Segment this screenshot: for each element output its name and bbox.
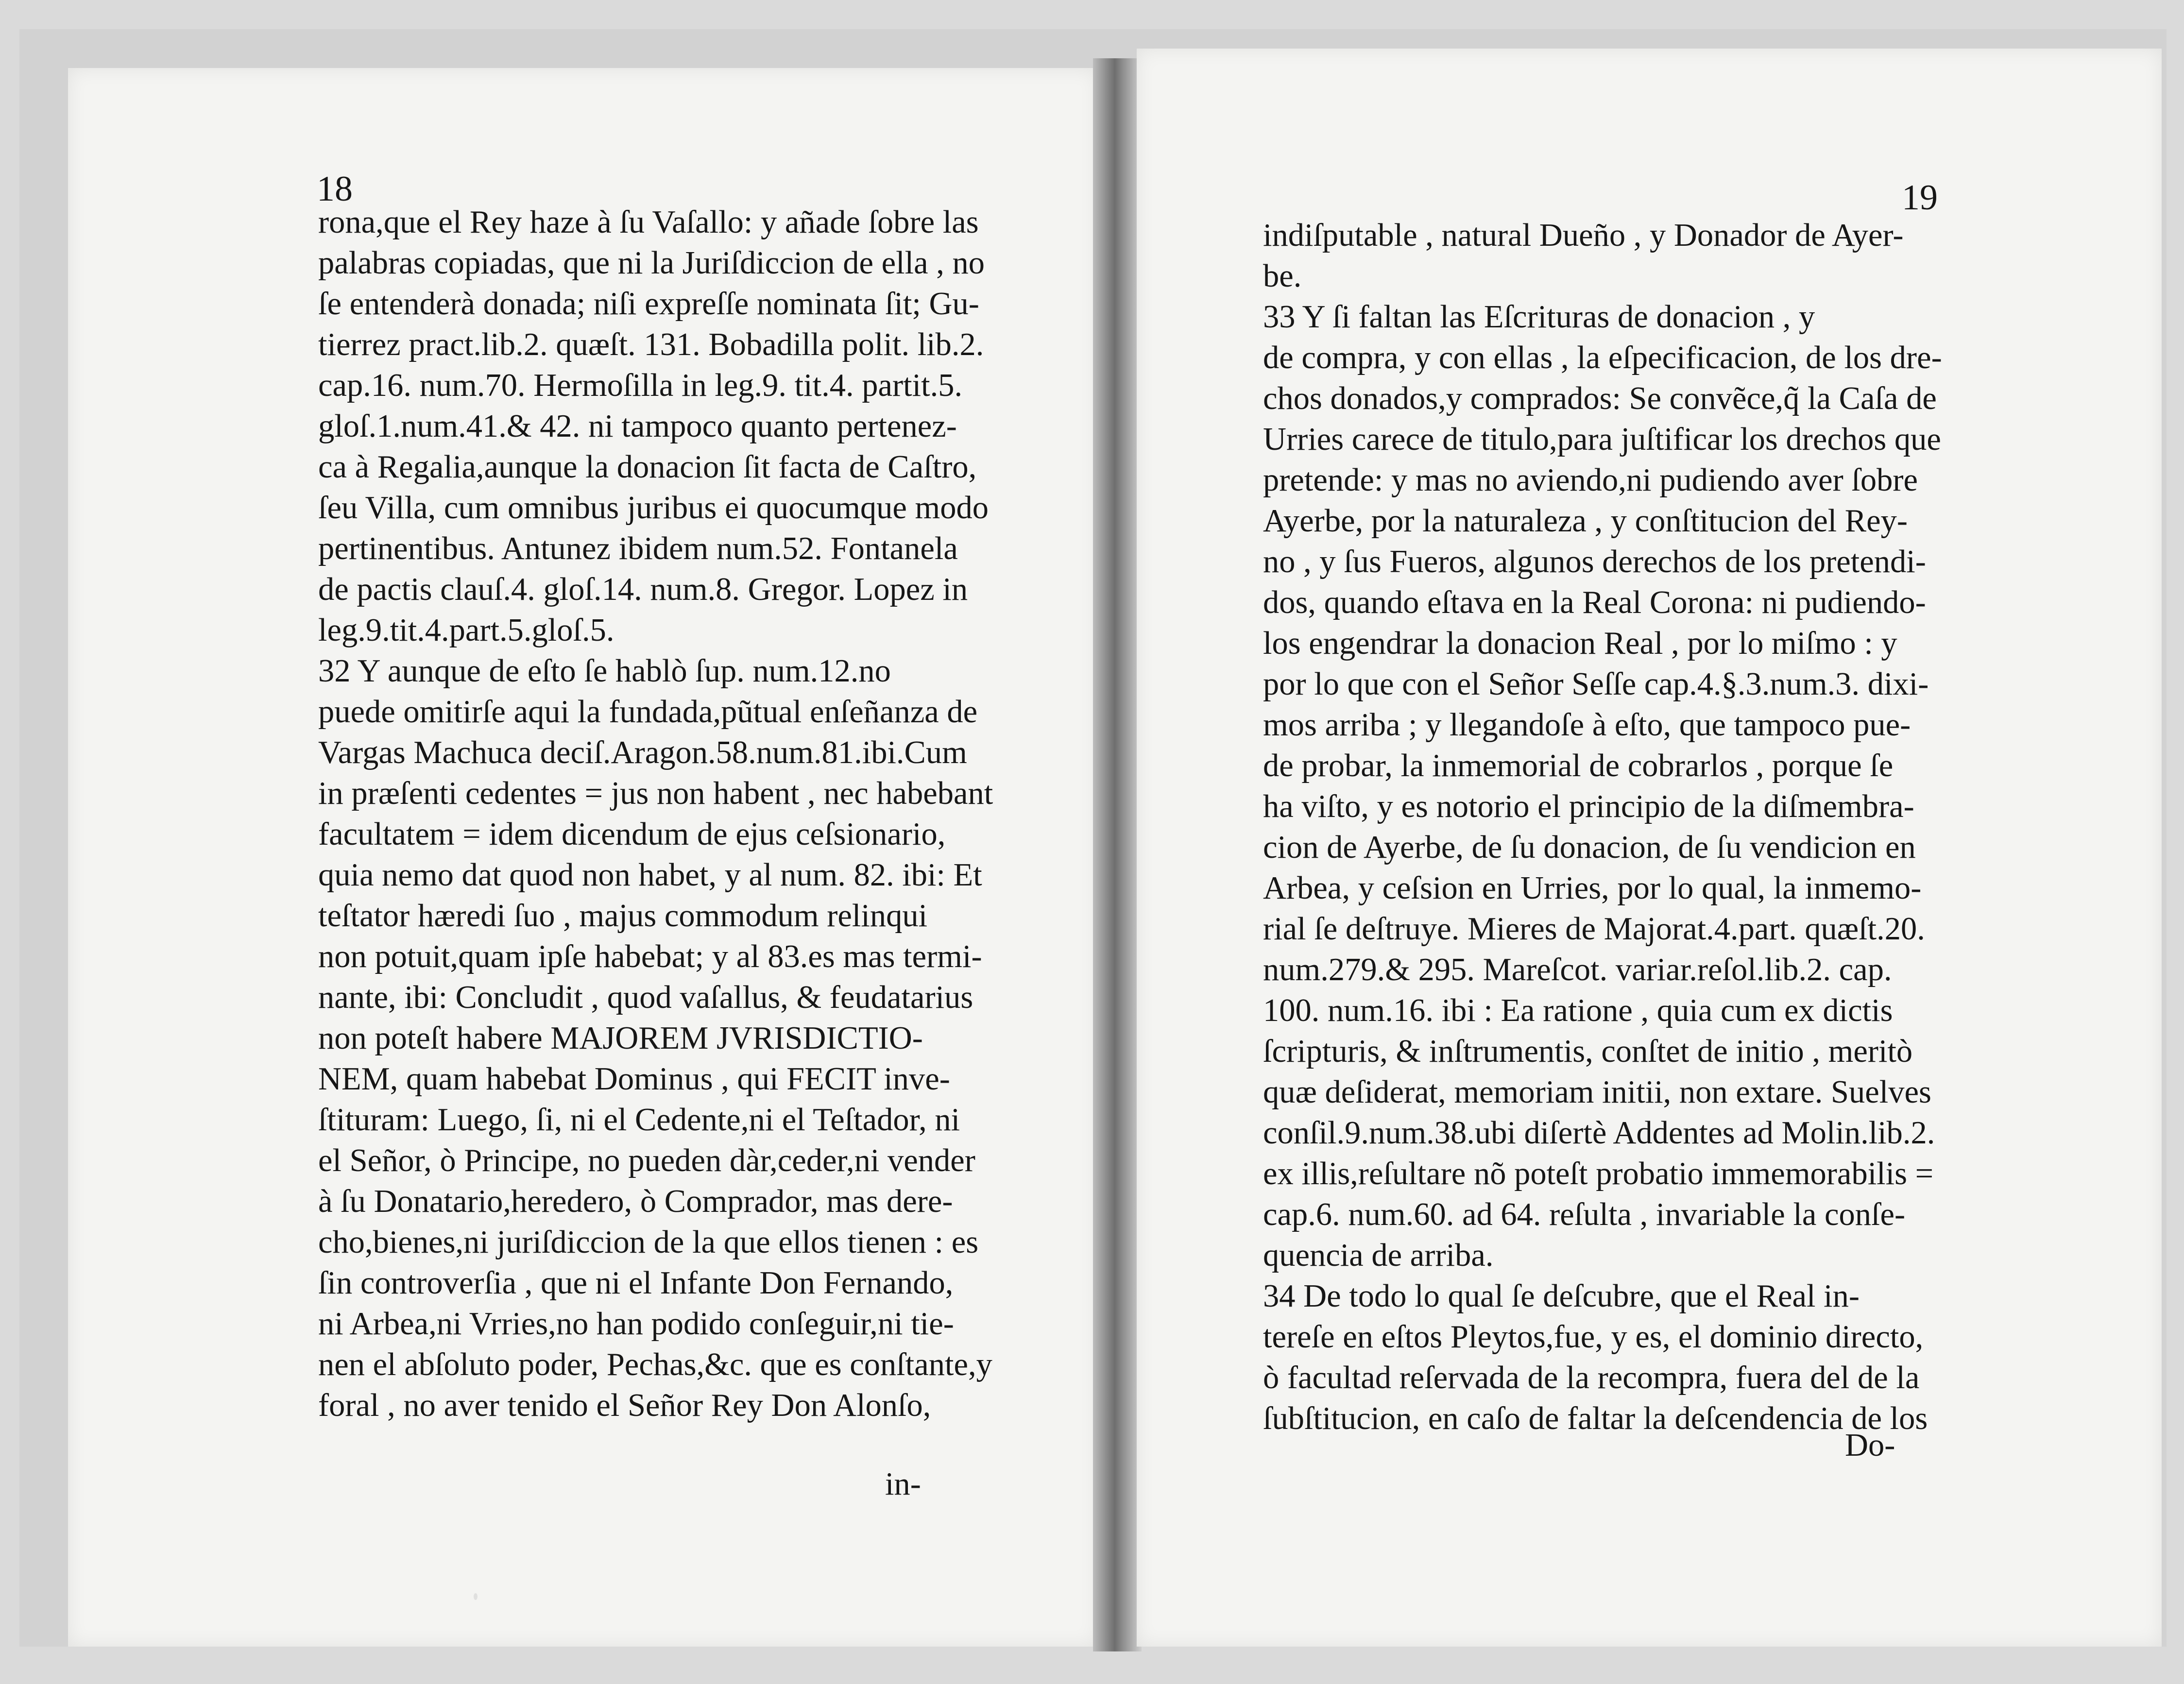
text-line: rona,que el Rey haze à ſu Vaſallo: y añade ſobre las [318, 204, 979, 240]
text-line: non poteſt habere MAJOREM JVRISDICTIO- [318, 1021, 923, 1056]
text-line: ex illis,reſultare nõ poteſt probatio immemorabilis = [1263, 1156, 1934, 1191]
text-line: tierrez pract.lib.2. quæſt. 131. Bobadilla polit. lib.2. [318, 327, 984, 362]
text-line: dos, quando eſtava en la Real Corona: ni pudiendo- [1263, 585, 1926, 620]
text-line: 33 Y ſi faltan las Eſcrituras de donacion , y [1263, 299, 1815, 335]
text-line: 32 Y aunque de eſto ſe hablò ſup. num.12.no [318, 653, 891, 689]
text-line: Ayerbe, por la naturaleza , y conſtitucion del Rey- [1263, 503, 1908, 539]
text-line: nen el abſoluto poder, Pechas,&c. que es conſtante,y [318, 1347, 992, 1382]
text-line: palabras copiadas, que ni la Juriſdiccion de ella , no [318, 245, 985, 281]
text-line: ſtituram: Luego, ſi, ni el Cedente,ni el Teſtador, ni [318, 1102, 960, 1138]
text-line: Urries carece de titulo,para juſtificar los drechos que [1263, 422, 1941, 457]
text-line: Vargas Machuca deciſ.Aragon.58.num.81.ibi.Cum [318, 735, 967, 770]
text-line: ſubſtitucion, en caſo de faltar la deſcendencia de los [1263, 1401, 1928, 1436]
page-text [1263, 215, 1982, 1439]
text-line: no , y ſus Fueros, algunos derechos de los pretendi- [1263, 544, 1926, 579]
text-line: 34 De todo lo qual ſe deſcubre, que el Real in- [1263, 1278, 1860, 1314]
text-line: ò facultad reſervada de la recompra, fuera del de la [1263, 1360, 1920, 1395]
text-line: leg.9.tit.4.part.5.gloſ.5. [318, 612, 614, 648]
text-line: mos arriba ; y llegandoſe à eſto, que tampoco pue- [1263, 707, 1911, 743]
ink-speck [474, 1593, 478, 1600]
text-line: cho,bienes,ni juriſdiccion de la que ellos tienen : es [318, 1225, 979, 1260]
text-line: non potuit,quam ipſe habebat; y al 83.es mas termi- [318, 939, 982, 974]
text-line: foral , no aver tenido el Señor Rey Don Alonſo, [318, 1388, 931, 1423]
book-gutter [1093, 58, 1142, 1651]
catchword: Do- [1845, 1428, 1895, 1463]
left-page [68, 68, 1098, 1647]
text-line: ſcripturis, & inſtrumentis, conſtet de initio , meritò [1263, 1034, 1913, 1069]
page-text [318, 202, 1027, 1426]
text-line: quia nemo dat quod non habet, y al num. 82. ibi: Et [318, 857, 982, 893]
right-page [1137, 49, 2162, 1647]
text-line: cap.16. num.70. Hermoſilla in leg.9. tit.4. partit.5. [318, 368, 963, 403]
text-line: ſe entenderà donada; niſi expreſſe nominata ſit; Gu- [318, 286, 979, 322]
text-line: be. [1263, 258, 1302, 294]
catchword: in- [885, 1466, 921, 1502]
text-line: cap.6. num.60. ad 64. reſulta , invariable la conſe- [1263, 1197, 1906, 1232]
text-line: indiſputable , natural Dueño , y Donador de Ayer- [1263, 218, 1904, 253]
text-line: nante, ibi: Concludit , quod vaſallus, & feudatarius [318, 980, 973, 1015]
text-line: rial ſe deſtruye. Mieres de Majorat.4.part. quæſt.20. [1263, 911, 1925, 947]
text-line: tereſe en eſtos Pleytos,fue, y es, el dominio directo, [1263, 1319, 1924, 1355]
text-line: à ſu Donatario,heredero, ò Comprador, mas dere- [318, 1184, 953, 1219]
text-line: facultatem = idem dicendum de ejus ceſsionario, [318, 816, 946, 852]
text-line: el Señor, ò Principe, no pueden dàr,ceder,ni vender [318, 1143, 975, 1178]
text-line: quencia de arriba. [1263, 1238, 1494, 1273]
text-line: teſtator hæredi ſuo , majus commodum relinqui [318, 898, 928, 934]
text-line: ſeu Villa, cum omnibus juribus ei quocumque modo [318, 490, 989, 526]
text-line: NEM, quam habebat Dominus , qui FECIT inve- [318, 1061, 950, 1097]
text-line: conſil.9.num.38.ubi diſertè Addentes ad Molin.lib.2. [1263, 1115, 1935, 1151]
text-line: ca à Regalia,aunque la donacion ſit facta de Caſtro, [318, 449, 977, 485]
text-line: 100. num.16. ibi : Ea ratione , quia cum ex dictis [1263, 993, 1893, 1028]
text-line: de probar, la inmemorial de cobrarlos , porque ſe [1263, 748, 1894, 783]
text-line: ni Arbea,ni Vrries,no han podido conſeguir,ni tie- [318, 1306, 954, 1342]
text-line: ha viſto, y es notorio el principio de la diſmembra- [1263, 789, 1914, 824]
text-line: in præſenti cedentes = jus non habent , nec habebant [318, 776, 993, 811]
text-line: pretende: y mas no aviendo,ni pudiendo aver ſobre [1263, 462, 1918, 498]
text-line: pertinentibus. Antunez ibidem num.52. Fontanela [318, 531, 958, 566]
text-line: de pactis clauſ.4. gloſ.14. num.8. Gregor. Lopez in [318, 572, 968, 607]
text-line: los engendrar la donacion Real , por lo miſmo : y [1263, 626, 1897, 661]
text-line: de compra, y con ellas , la eſpecificacion, de los dre- [1263, 340, 1942, 375]
text-line: chos donados,y comprados: Se convẽce,q̃ la Caſa de [1263, 381, 1937, 416]
text-line: puede omitirſe aqui la fundada,pũtual enſeñanza de [318, 694, 978, 730]
text-line: por lo que con el Señor Seſſe cap.4.§.3.num.3. dixi- [1263, 666, 1929, 702]
page-number: 19 [1902, 178, 1938, 218]
text-line: gloſ.1.num.41.& 42. ni tampoco quanto pertenez- [318, 408, 957, 444]
page-number: 18 [317, 169, 353, 209]
text-line: quæ deſiderat, memoriam initii, non extare. Suelves [1263, 1074, 1931, 1110]
text-line: Arbea, y ceſsion en Urries, por lo qual, la inmemo- [1263, 870, 1922, 906]
text-line: cion de Ayerbe, de ſu donacion, de ſu vendicion en [1263, 830, 1916, 865]
text-line: ſin controverſia , que ni el Infante Don Fernando, [318, 1265, 954, 1301]
book-spread [19, 29, 2167, 1647]
text-line: num.279.& 295. Mareſcot. variar.reſol.lib.2. cap. [1263, 952, 1892, 987]
